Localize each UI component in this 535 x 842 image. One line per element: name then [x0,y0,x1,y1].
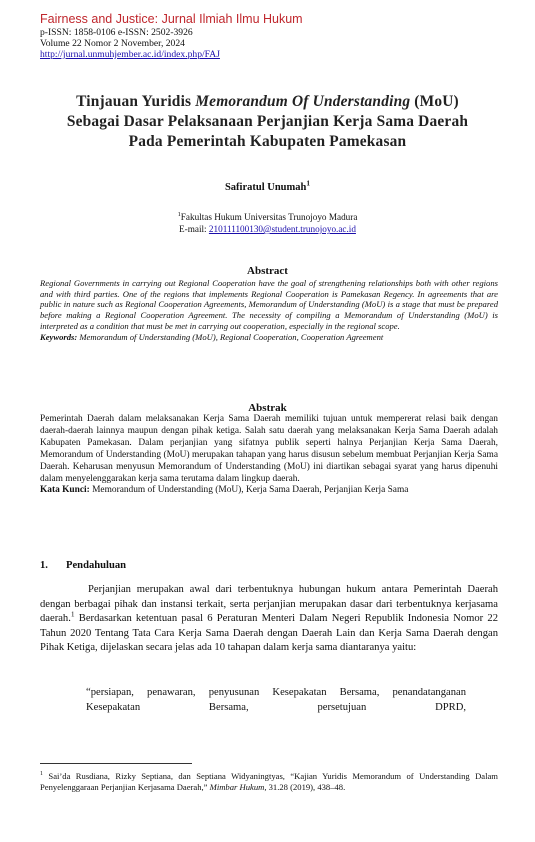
author-sup: 1 [306,178,311,188]
institution: Fakultas Hukum Universitas Trunojoyo Madura [180,212,358,222]
abstract-indonesian [40,414,498,497]
section-title: Pendahuluan [66,560,127,571]
kata-kunci-label: Kata Kunci: [40,485,90,496]
issn-line: p-ISSN: 1858-0106 e-ISSN: 2502-3926 [40,27,193,38]
body-paragraph: Perjanjian merupakan awal dari terbentuknya hubungan hukum antara Pemerintah Daerah dengan berbagai pihak dan instansi terkait, serta perjanjian merupakan dasar dari terbentuknya kerjasama daerah.$^1$ Berdasarkan ketentuan pasal 6 Peraturan Menteri Dalam Negeri Republik Indonesia Nomor 22 Tahun 2020 Tentang Tata Cara Kerja Sama Daerah dengan Daerah Lain dan Kerja Sama Daerah dengan Pihak Ketiga, dijelaskan secara jelas ada 10 tahapan dalam kerja sama diantaranya yaitu: [40,584,498,653]
title-line-2: Sebagai Dasar Pelaksanaan Perjanjian Kerja Sama Daerah [66,113,469,130]
author-name: Safiratul Unumah$^1$ [224,178,311,193]
volume-line: Volume 22 Nomor 2 November, 2024 [40,38,185,49]
section-heading [40,560,126,571]
title-post: (MoU) [410,93,459,110]
affiliation-sup: 1 [177,210,181,218]
kata-kunci: Memorandum of Understanding (MoU), Kerja Sama Daerah, Perjanjian Kerja Sama [89,485,409,496]
keywords-label: Keywords: [40,331,78,342]
footnote-divider [40,763,192,764]
title-line-3: Pada Pemerintah Kabupaten Pamekasan [128,133,407,150]
title-pre: Tinjauan Yuridis [76,93,196,110]
footnote-journal: Mimbar Hukum [209,781,265,792]
abstract-text: Regional Governments in carrying out Regional Cooperation have the goal of strengthening relationships both with other regions and with third parties. One of the regions that implements Regional Cooperation is Pamekasan Regency. In agreements that are public in nature such as Regional Cooperation Agreements, Memorandum of Understanding (MoU) is a stage that must be prepared before making a Regional Cooperation Agreement. The necessity of compiling a Memorandum of Understanding (MoU) is interpreted as a condition that must be met in carrying out cooperation, especially in the regional scope. [40,278,498,331]
affiliation [0,211,535,235]
keywords: Memorandum of Understanding (MoU), Regional Cooperation, Cooperation Agreement [77,331,384,342]
email-link[interactable]: 210111100130@student.trunojoyo.ac.id [208,224,356,234]
journal-url-link[interactable]: http://jurnal.unmuhjember.ac.id/index.php/FAJ [40,49,220,60]
abstrak-text: Pemerintah Daerah dalam melaksanakan Kerja Sama Daerah memiliki tujuan untuk mempererat relasi baik dengan daerah-daerah lainnya maupun dengan pihak ketiga. Salah satu daerah yang melaksanakan Kerja Sama Daerah adalah Kabupaten Pamekasan. Dalam perjanjian yang sifatnya publik seperti halnya Perjanjian Kerja Sama Daerah, Memorandum of Understanding (MoU) merupakan tahapan yang harus disusun sebelum membuat Perjanjian Kerja Sama Daerah. Keharusan menyusun Memorandum of Understanding (MoU) ini diartikan sebagai syarat yang harus dipenuhi dalam menyelenggarakan kerja sama terutama dalam lingkup daerah. [40,414,498,484]
paper-title [30,92,505,152]
footnote-number: 1 [40,771,44,778]
section-number: 1. [40,560,48,571]
abstract-english [40,278,498,342]
abstract-heading: Abstract [247,265,288,277]
email-label: E-mail: [179,224,209,234]
footnote: $^1$ Sai’da Rusdiana, Rizky Septiana, dan Septiana Widyaningtyas, “Kajian Yuridis Memorandum of Understanding Dalam Penyelenggaraan Perjanjian Kerjasama Daerah,” Mimbar Hukum, 31.28 (2019), 438–48. [40,771,498,792]
block-quote: “persiapan, penawaran, penyusunan Kesepakatan Bersama, penandatanganan Kesepakatan Bersama, persetujuan DPRD, [86,687,466,713]
title-italic: Memorandum Of Understanding [195,93,411,110]
abstrak-heading: Abstrak [248,402,287,414]
footnote-ref[interactable]: 1 [70,609,75,619]
journal-name: Fairness and Justice: Jurnal Ilmiah Ilmu Hukum [40,12,303,26]
journal-header [40,12,500,60]
